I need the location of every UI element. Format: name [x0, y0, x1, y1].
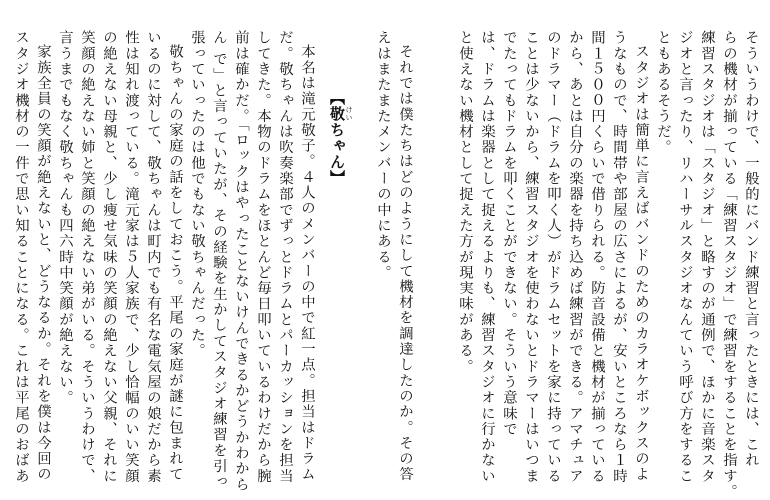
text-line: スタジオは簡単に言えばバンドのためのカラオケボックスのよ: [633, 44, 649, 483]
text-line: それでは僕たちはどのようにして機材を調達したのか。その答: [397, 44, 413, 483]
text-line: 家族全員の笑顔が絶えないと、どうなるか。それを僕は今回の: [35, 44, 51, 483]
text-line: ともあるそうだ。: [655, 30, 671, 156]
text-line: してきた。本物のドラムをほとんど毎日叩いているわけだから腕: [255, 30, 271, 484]
text-line: だ。敬ちゃんは吹奏楽部でずっとドラムとパーカッションを担当: [277, 30, 293, 484]
text-line: 笑顔の絶えない姉と笑顔の絶えない弟がいる。そういうわけで、: [79, 30, 95, 484]
text-line: 性は知れ渡っている。滝元家は５人家族で、少し恰幅のいい笑顔: [123, 30, 139, 484]
text-line: 言うまでもなく敬ちゃんも四六時中笑顔が絶えない。: [57, 30, 73, 406]
text-line: 本名は滝元敬子。４人のメンバーの中で紅一点。担当はドラム: [299, 44, 315, 483]
text-line: の絶えない母親と、少し痩せ気味の笑顔の絶えない父親、それに: [101, 30, 117, 484]
text-line: ジオと言ったり、リハーサルスタジオなんていう呼び方をするこ: [677, 30, 693, 484]
text-line: スタジオ機材の一件で思い知ることになる。これは平尾のおばあ: [13, 30, 29, 484]
paragraph-block-3: [6, 30, 318, 492]
text-line: らの機材が揃っている「練習スタジオ」で練習をすることを指す。: [721, 30, 737, 500]
text-line: いるのに対して、敬ちゃんは町内でも有名な電気屋の娘だから素: [145, 30, 161, 484]
text-line: ん で」と言っていたが、その経験を生かしてスタジオ練習を引っ: [211, 30, 227, 490]
paragraph-block-1: [440, 30, 762, 500]
text-line: うなもので、時間帯や部屋の広さによるが、安いところなら１時: [611, 30, 627, 484]
text-line: 張っていったのは他でもない敬ちゃんだった。: [189, 30, 205, 359]
ruby-reading: けい: [345, 106, 353, 122]
text-line: 敬ちゃんの家庭の話をしておこう。平尾の家庭が謎に包まれて: [167, 44, 183, 483]
section-heading: 【敬 けいちゃん】: [328, 90, 353, 186]
text-line: 練習スタジオは「スタジオ」と略すのが通例で、ほかに音楽スタ: [699, 30, 715, 484]
text-line: のドラマー（ドラムを叩く人）がドラムセットを家に持っている: [545, 30, 561, 484]
heading-ruby: 敬 けい: [328, 106, 353, 122]
text-line: から、あとは自分の楽器を持ち込めば練習ができる。アマチュア: [567, 30, 583, 484]
text-line: でたってもドラムを叩くことができない。そういう意味で: [501, 30, 517, 437]
paragraph-block-2: [372, 30, 416, 482]
text-line: ことは少ないから、練習スタジオを使わないとドラマーはいつま: [523, 30, 539, 484]
text-line: えはまたまたメンバーの中にある。: [375, 30, 391, 281]
text-line: は、ドラムは楽器として捉えるよりも、練習スタジオに行かない: [479, 30, 495, 484]
text-line: 間１５００円くらいで借りられる。防音設備と機材が揃っている: [589, 30, 605, 484]
text-line: 前は確かだ。「ロックはやったことないけんできるかどうかわから: [233, 30, 249, 493]
text-line: そういうわけで、一般的にバンド練習と言ったときには、これ: [743, 30, 759, 469]
text-line: と使えない機材として捉えた方が現実味がある。: [457, 30, 473, 375]
